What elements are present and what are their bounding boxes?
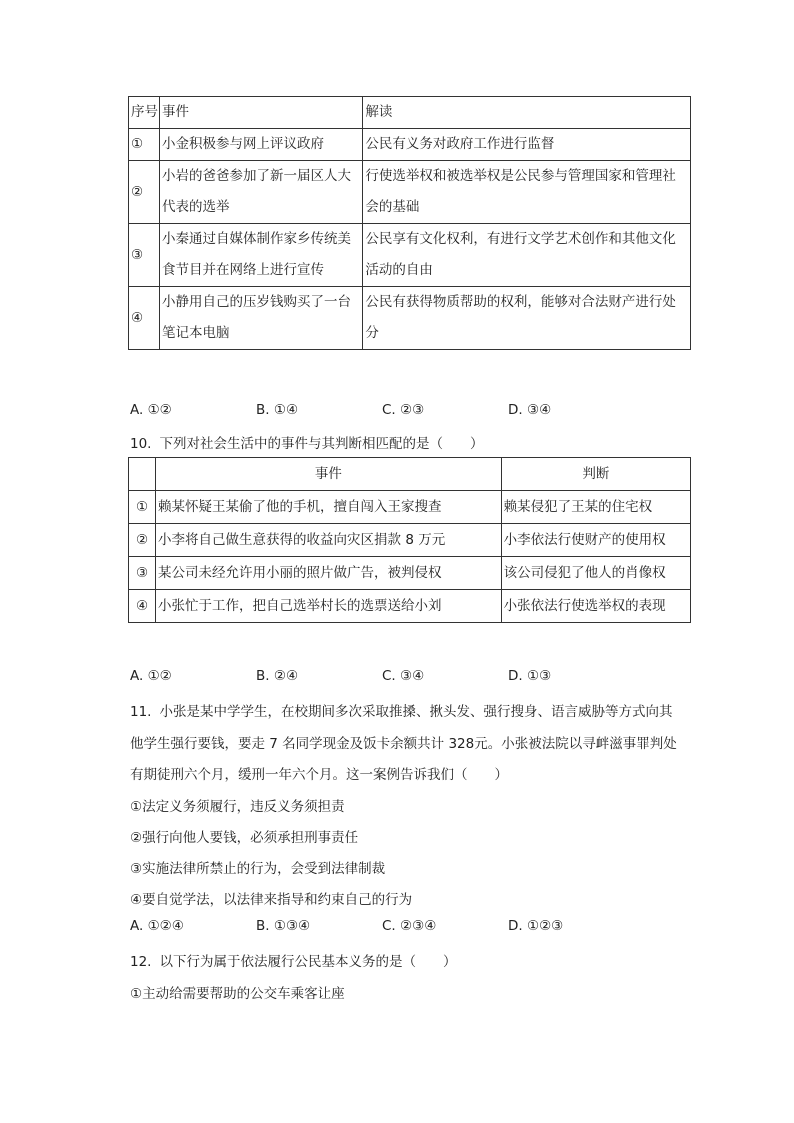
- q9-options: [130, 402, 690, 422]
- header-cell: 判断: [501, 458, 690, 491]
- table-row: [129, 287, 691, 350]
- row-number: ③: [129, 224, 160, 287]
- option-a[interactable]: A. ①②: [130, 668, 172, 684]
- option-d[interactable]: D. ①③: [508, 668, 552, 684]
- header-cell: 解读: [363, 97, 691, 129]
- row-number: ④: [129, 287, 160, 350]
- table-row: [129, 557, 691, 590]
- row-number: ②: [129, 161, 160, 224]
- event-interpretation-table: [128, 96, 691, 350]
- q12-stem: [130, 950, 456, 970]
- table-header-row: [129, 458, 691, 491]
- event-cell: 小李将自己做生意获得的收益向灾区捐款 8 万元: [156, 524, 502, 557]
- row-number: ①: [129, 129, 160, 161]
- header-cell: 事件: [156, 458, 502, 491]
- event-cell: 赖某怀疑王某偷了他的手机，擅自闯入王家搜查: [156, 491, 502, 524]
- q11-stem-line-2: 他学生强行要钱，要走 7 名同学现金及饭卡余额共计 328元。小张被法院以寻衅滋事罪判处: [130, 736, 677, 752]
- question-text: 以下行为属于依法履行公民基本义务的是（ ）: [159, 954, 457, 970]
- q11-item-3: ③实施法律所禁止的行为，会受到法律制裁: [130, 861, 386, 877]
- table-row: [129, 491, 691, 524]
- row-number: ①: [129, 491, 156, 524]
- event-cell: 小秦通过自媒体制作家乡传统美食节目并在网络上进行宣传: [160, 224, 363, 287]
- header-cell: 序号: [129, 97, 160, 129]
- event-cell: 小静用自己的压岁钱购买了一台笔记本电脑: [160, 287, 363, 350]
- option-a[interactable]: A. ①②④: [130, 918, 184, 934]
- event-cell: 某公司未经允许用小丽的照片做广告，被判侵权: [156, 557, 502, 590]
- judgement-cell: 赖某侵犯了王某的住宅权: [501, 491, 690, 524]
- option-d[interactable]: D. ③④: [508, 402, 552, 418]
- option-c[interactable]: C. ③④: [382, 668, 425, 684]
- interpretation-cell: 公民有义务对政府工作进行监督: [363, 129, 691, 161]
- header-cell: 事件: [160, 97, 363, 129]
- option-b[interactable]: B. ①④: [256, 402, 299, 418]
- question-number: 11.: [130, 704, 152, 720]
- event-cell: 小金积极参与网上评议政府: [160, 129, 363, 161]
- judgement-cell: 该公司侵犯了他人的肖像权: [501, 557, 690, 590]
- q11-item-1: ①法定义务须履行，违反义务须担责: [130, 799, 345, 815]
- option-c[interactable]: C. ②③④: [382, 918, 437, 934]
- event-judgement-table: [128, 457, 691, 623]
- table-row: [129, 129, 691, 161]
- option-c[interactable]: C. ②③: [382, 402, 425, 418]
- option-b[interactable]: B. ①③④: [256, 918, 311, 934]
- question-number: 10.: [130, 436, 152, 452]
- q10-options: [130, 668, 690, 688]
- header-cell: [129, 458, 156, 491]
- q10-stem: [130, 432, 483, 452]
- event-cell: 小张忙于工作，把自己选举村长的选票送给小刘: [156, 590, 502, 623]
- question-number: 12.: [130, 954, 152, 970]
- table-header-row: [129, 97, 691, 129]
- q12-item-1: ①主动给需要帮助的公交车乘客让座: [130, 986, 345, 1002]
- q11-stem-line-1: [130, 700, 672, 720]
- table-row: [129, 224, 691, 287]
- q11-options: [130, 918, 690, 938]
- row-number: ②: [129, 524, 156, 557]
- interpretation-cell: 公民有获得物质帮助的权利，能够对合法财产进行处分: [363, 287, 691, 350]
- option-a[interactable]: A. ①②: [130, 402, 172, 418]
- question-text: 下列对社会生活中的事件与其判断相匹配的是（ ）: [159, 436, 484, 452]
- option-b[interactable]: B. ②④: [256, 668, 299, 684]
- option-d[interactable]: D. ①②③: [508, 918, 564, 934]
- judgement-cell: 小李依法行使财产的使用权: [501, 524, 690, 557]
- q11-item-4: ④要自觉学法，以法律来指导和约束自己的行为: [130, 892, 413, 908]
- interpretation-cell: 公民享有文化权利，有进行文学艺术创作和其他文化活动的自由: [363, 224, 691, 287]
- question-text: 小张是某中学学生，在校期间多次采取推搡、揪头发、强行搜身、语言威胁等方式向其: [159, 704, 673, 720]
- row-number: ④: [129, 590, 156, 623]
- table-row: [129, 524, 691, 557]
- q11-stem-line-3: 有期徒刑六个月，缓刑一年六个月。这一案例告诉我们（ ）: [130, 767, 508, 783]
- table-row: [129, 590, 691, 623]
- row-number: ③: [129, 557, 156, 590]
- interpretation-cell: 行使选举权和被选举权是公民参与管理国家和管理社会的基础: [363, 161, 691, 224]
- event-cell: 小岩的爸爸参加了新一届区人大代表的选举: [160, 161, 363, 224]
- table-row: [129, 161, 691, 224]
- q11-item-2: ②强行向他人要钱，必须承担刑事责任: [130, 830, 359, 846]
- judgement-cell: 小张依法行使选举权的表现: [501, 590, 690, 623]
